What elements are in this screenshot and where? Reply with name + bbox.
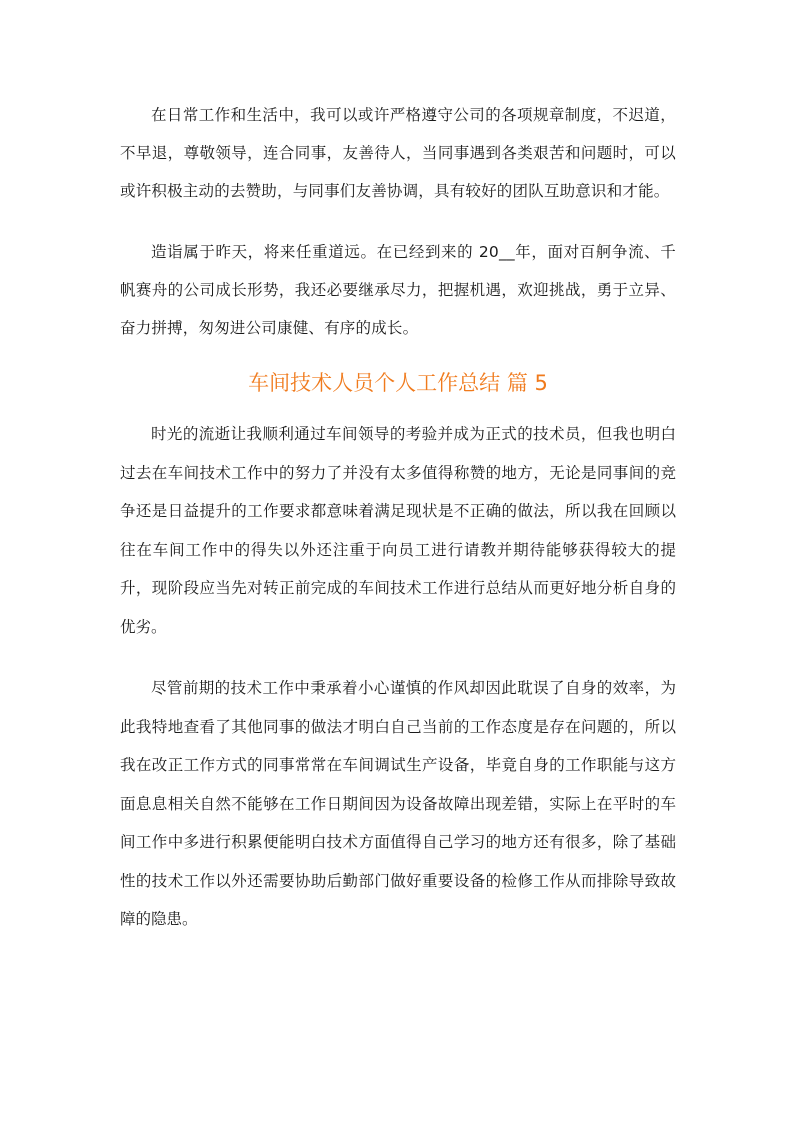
paragraph-future-outlook: 造诣属于昨天，将来任重道远。在已经到来的 20__年，面对百舸争流、千帆赛舟的公司成长形势，我还必要继承尽力，把握机遇，欢迎挑战，勇于立异、奋力拼搏，匆匆进公司康健、有序的成长。 bbox=[120, 243, 676, 337]
paragraph-technician-intro: 时光的流逝让我顺利通过车间领导的考验并成为正式的技术员，但我也明白过去在车间技术工作中的努力了并没有太多值得称赞的地方，无论是同事间的竞争还是日益提升的工作要求都意味着满足现状是不正确的做法，所以我在回顾以往在车间工作中的得失以外还注重于向员工进行请教并期待能够获得较大的提升，现阶段应当先对转正前完成的车间技术工作进行总结从而更好地分析自身的优劣。 bbox=[120, 425, 676, 636]
paragraph-work-improvement: 尽管前期的技术工作中秉承着小心谨慎的作风却因此耽误了自身的效率，为此我特地查看了其他同事的做法才明白自己当前的工作态度是存在问题的，所以我在改正工作方式的同事常常在车间调试生产设备，毕竟自身的工作职能与这方面息息相关自然不能够在工作日期间因为设备故障出现差错，实际上在平时的车间工作中多进行积累便能明白技术方面值得自己学习的地方还有很多，除了基础性的技术工作以外还需要协助后勤部门做好重要设备的检修工作从而排除导致故障的隐患。 bbox=[120, 679, 676, 928]
section-title: 车间技术人员个人工作总结 篇 5 bbox=[248, 371, 548, 395]
paragraph-rules-compliance: 在日常工作和生活中，我可以或许严格遵守公司的各项规章制度，不迟道，不早退，尊敬领导，连合同事，友善待人，当同事遇到各类艰苦和问题时，可以或许积极主动的去赞助，与同事们友善协调，具有较好的团队互助意识和才能。 bbox=[120, 106, 676, 200]
